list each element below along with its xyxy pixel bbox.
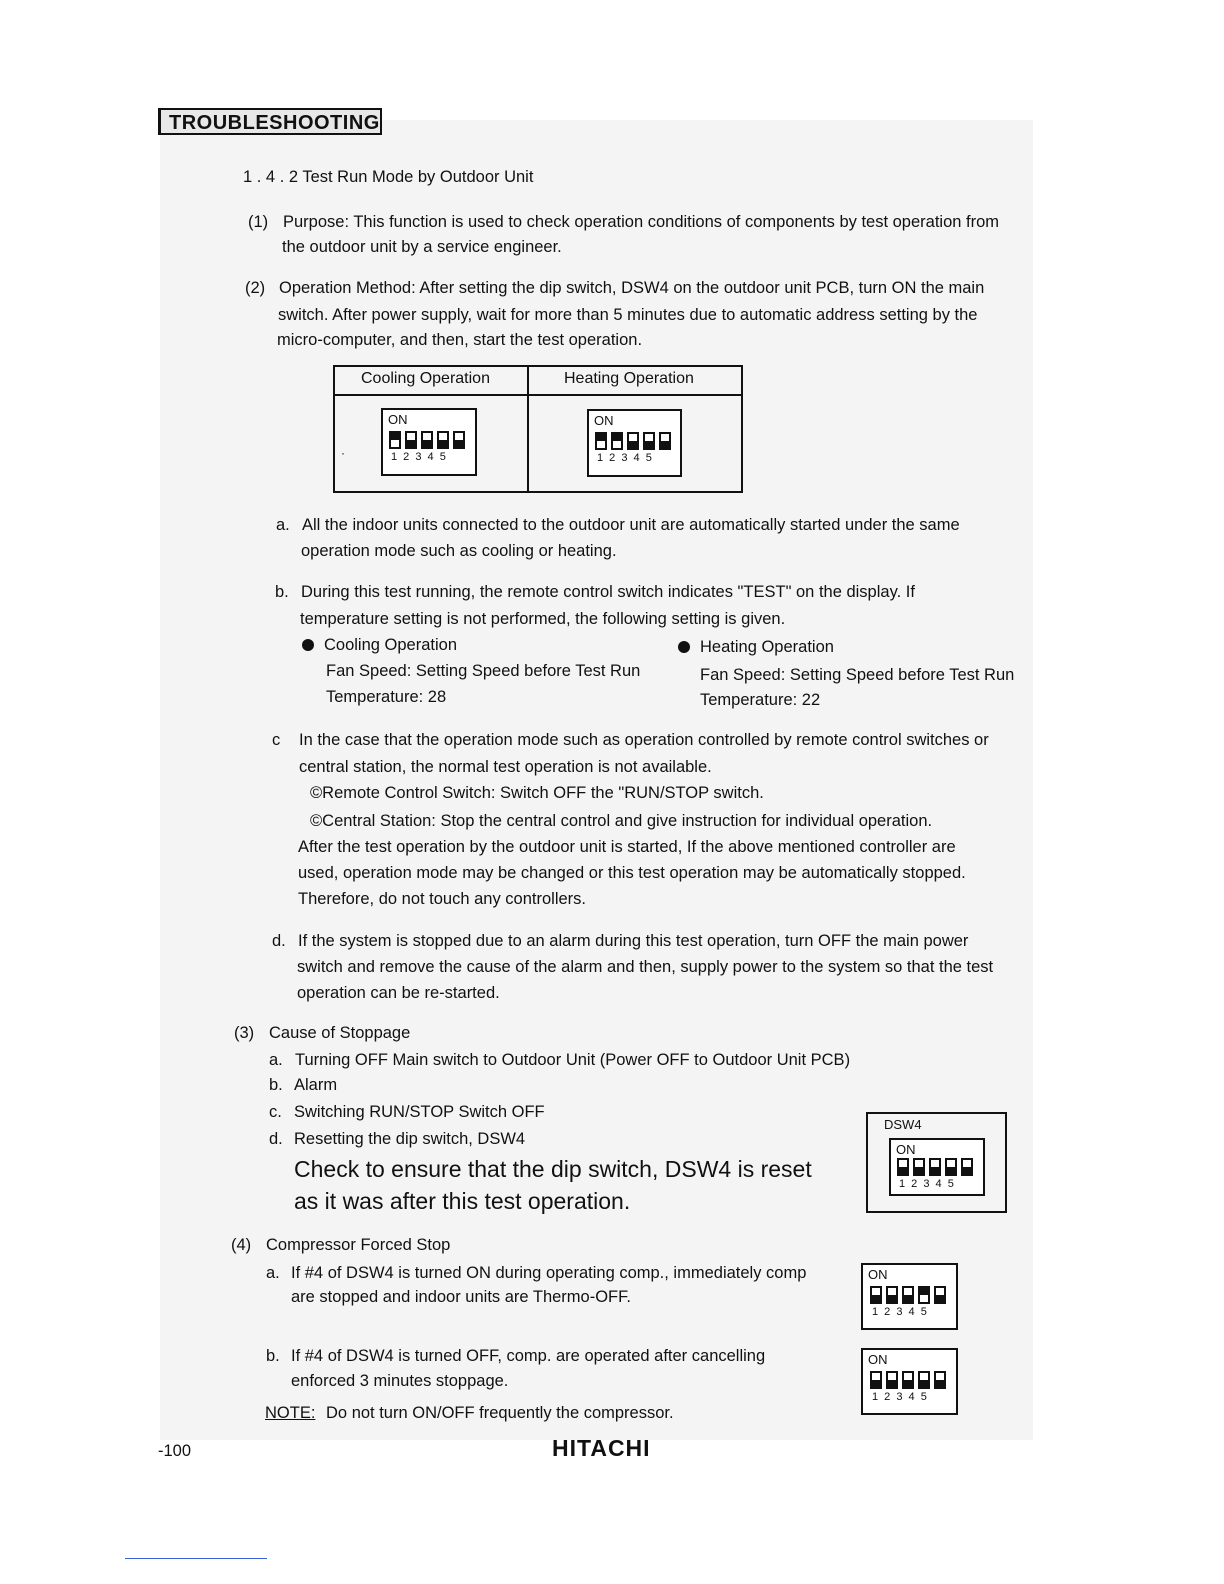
dip-switch-knob (931, 1167, 939, 1174)
dip-switch-knob (904, 1295, 912, 1302)
dip-switch-3 (929, 1158, 941, 1176)
link-underline (125, 1558, 267, 1559)
dip-switch-1 (870, 1371, 882, 1389)
paragraph-line: temperature setting is not performed, the following setting is given. (300, 610, 786, 628)
note-label: NOTE: (265, 1404, 316, 1422)
paragraph-line: enforced 3 minutes stoppage. (291, 1372, 509, 1390)
check-note-line: as it was after this test operation. (294, 1188, 631, 1214)
item-title: Compressor Forced Stop (266, 1236, 451, 1254)
dip-switch-knob (963, 1167, 971, 1174)
dip-switch-cooling (381, 408, 477, 476)
dip-switch-knob (915, 1167, 923, 1174)
paragraph-line: Purpose: This function is used to check operation conditions of components by test operation from (283, 213, 1000, 231)
paragraph-line: During this test running, the remote control switch indicates "TEST" on the display. If (301, 583, 915, 601)
dip-switch-knob (407, 440, 415, 447)
dip-switch-knob (645, 441, 653, 448)
dip-on-label: ON (868, 1352, 888, 1367)
paragraph-line: Turning OFF Main switch to Outdoor Unit (Power OFF to Outdoor Unit PCB) (295, 1051, 851, 1069)
dip-switch-1 (389, 431, 401, 449)
paragraph-line: Therefore, do not touch any controllers. (298, 890, 586, 908)
dip-numbers: 1 2 3 4 5 (872, 1391, 927, 1403)
paragraph-line: the outdoor unit by a service engineer. (282, 238, 562, 256)
paragraph-line: switch. After power supply, wait for more than 5 minutes due to automatic address setting by the (278, 306, 978, 324)
dip-switch-knob (455, 440, 463, 447)
dip-switch-heating (587, 409, 682, 477)
paragraph-line: operation mode such as cooling or heating. (301, 542, 617, 560)
dsw4-label: DSW4 (884, 1117, 922, 1132)
dip-switch-comp-stop-off (861, 1348, 958, 1415)
list-letter: b. (275, 583, 289, 601)
dip-on-label: ON (388, 412, 408, 427)
dip-switch-2 (611, 432, 623, 450)
dip-switch-5 (659, 432, 671, 450)
dip-switch-3 (902, 1286, 914, 1304)
section-header (158, 108, 382, 135)
dip-switch-knob (423, 440, 431, 447)
dip-switch-knob (661, 441, 669, 448)
heating-setting-title (678, 638, 834, 657)
list-letter: a. (276, 516, 290, 534)
cooling-setting-title (302, 636, 457, 655)
list-letter: a. (266, 1264, 280, 1282)
check-note-line: Check to ensure that the dip switch, DSW4 is reset (294, 1156, 812, 1182)
dip-switch-knob (936, 1295, 944, 1302)
heating-temperature: Temperature: 22 (700, 691, 821, 709)
paragraph-line: ©Remote Control Switch: Switch OFF the "RUN/STOP switch. (310, 784, 764, 802)
paragraph-line: operation can be re-started. (297, 984, 500, 1002)
dip-switch-knob (904, 1380, 912, 1387)
paragraph-line: used, operation mode may be changed or this test operation may be automatically stopped. (298, 864, 966, 882)
dip-switch-knob (920, 1288, 928, 1295)
dip-on-label: ON (868, 1267, 888, 1282)
dip-switch-4 (945, 1158, 957, 1176)
subsection-heading: 1 . 4 . 2 Test Run Mode by Outdoor Unit (243, 168, 534, 186)
list-letter: d. (272, 932, 286, 950)
bullet-icon (302, 639, 314, 651)
dip-switch-5 (934, 1286, 946, 1304)
heating-fan-speed: Fan Speed: Setting Speed before Test Run (700, 666, 1015, 684)
heating-header: Heating Operation (564, 370, 694, 387)
paragraph-line: Operation Method: After setting the dip switch, DSW4 on the outdoor unit PCB, turn ON the main (279, 279, 985, 297)
item-number: (4) (231, 1236, 252, 1254)
item-number: (3) (234, 1024, 255, 1042)
dip-switch-5 (453, 431, 465, 449)
table-divider (335, 394, 741, 396)
bullet-icon (678, 641, 690, 653)
dip-switch-5 (934, 1371, 946, 1389)
paragraph-line: All the indoor units connected to the outdoor unit are automatically started under the same (302, 516, 960, 534)
dip-switch-knob (597, 434, 605, 441)
dip-on-label: ON (594, 413, 614, 428)
paragraph-line: ©Central Station: Stop the central control and give instruction for individual operation. (310, 812, 933, 830)
brand-logo: HITACHI (552, 1435, 651, 1461)
stray-mark: · (341, 446, 345, 460)
dip-switch-3 (902, 1371, 914, 1389)
paragraph-line: After the test operation by the outdoor unit is started, If the above mentioned controller are (298, 838, 956, 856)
paragraph-line: If the system is stopped due to an alarm during this test operation, turn OFF the main power (298, 932, 969, 950)
dip-switch-5 (961, 1158, 973, 1176)
dip-switch-knob (629, 441, 637, 448)
dip-switch-comp-stop-on (861, 1263, 958, 1330)
list-letter: c (272, 731, 281, 749)
dip-switch-knob (391, 433, 399, 440)
dip-on-label: ON (896, 1142, 916, 1157)
paragraph-line: In the case that the operation mode such as operation controlled by remote control switches or (299, 731, 989, 749)
cooling-title-text: Cooling Operation (324, 636, 457, 654)
list-letter: b. (266, 1347, 280, 1365)
list-letter: b. (269, 1076, 283, 1094)
list-letter: d. (269, 1130, 283, 1148)
cooling-fan-speed: Fan Speed: Setting Speed before Test Run (326, 662, 641, 680)
dip-switch-4 (918, 1286, 930, 1304)
paragraph-line: micro-computer, and then, start the test operation. (277, 331, 643, 349)
dip-switch-knob (439, 440, 447, 447)
paragraph-line: If #4 of DSW4 is turned ON during operating comp., immediately comp (291, 1264, 807, 1282)
paragraph-line: Resetting the dip switch, DSW4 (294, 1130, 526, 1148)
page-number: -100 (158, 1442, 192, 1460)
dip-switch-knob (888, 1295, 896, 1302)
dip-switch-2 (405, 431, 417, 449)
dip-switch-knob (936, 1380, 944, 1387)
dip-switch-knob (613, 434, 621, 441)
paragraph-line: If #4 of DSW4 is turned OFF, comp. are operated after cancelling (291, 1347, 766, 1365)
dip-switch-knob (888, 1380, 896, 1387)
dip-switch-dsw4 (889, 1138, 985, 1196)
dip-switch-1 (897, 1158, 909, 1176)
dip-numbers: 1 2 3 4 5 (391, 451, 446, 463)
dip-numbers: 1 2 3 4 5 (872, 1306, 927, 1318)
list-letter: c. (269, 1103, 282, 1121)
dip-switch-1 (870, 1286, 882, 1304)
dip-switch-2 (886, 1286, 898, 1304)
dip-switch-1 (595, 432, 607, 450)
table-divider (527, 367, 529, 491)
item-title: Cause of Stoppage (269, 1024, 411, 1042)
dip-switch-knob (947, 1167, 955, 1174)
note-line (265, 1404, 674, 1423)
cooling-header: Cooling Operation (361, 370, 490, 387)
list-letter: a. (269, 1051, 283, 1069)
paragraph-line: central station, the normal test operation is not available. (299, 758, 712, 776)
heating-title-text: Heating Operation (700, 638, 834, 656)
dip-numbers: 1 2 3 4 5 (597, 452, 652, 464)
paragraph-line: are stopped and indoor units are Thermo-OFF. (291, 1288, 631, 1306)
dip-numbers: 1 2 3 4 5 (899, 1178, 954, 1190)
paragraph-line: Alarm (294, 1076, 338, 1094)
dip-switch-3 (627, 432, 639, 450)
item-number: (1) (248, 213, 269, 231)
paragraph-line: Switching RUN/STOP Switch OFF (294, 1103, 545, 1121)
note-text: Do not turn ON/OFF frequently the compressor. (326, 1404, 674, 1422)
section-header-title: TROUBLESHOOTING (169, 112, 380, 134)
dip-switch-knob (872, 1380, 880, 1387)
dip-switch-4 (643, 432, 655, 450)
item-number: (2) (245, 279, 266, 297)
dip-switch-knob (899, 1167, 907, 1174)
dip-switch-3 (421, 431, 433, 449)
dip-switch-knob (920, 1380, 928, 1387)
paragraph-line: switch and remove the cause of the alarm and then, supply power to the system so that the test (297, 958, 994, 976)
dip-switch-2 (886, 1371, 898, 1389)
dip-switch-4 (918, 1371, 930, 1389)
dip-switch-2 (913, 1158, 925, 1176)
dip-switch-4 (437, 431, 449, 449)
cooling-temperature: Temperature: 28 (326, 688, 447, 706)
dip-switch-knob (872, 1295, 880, 1302)
